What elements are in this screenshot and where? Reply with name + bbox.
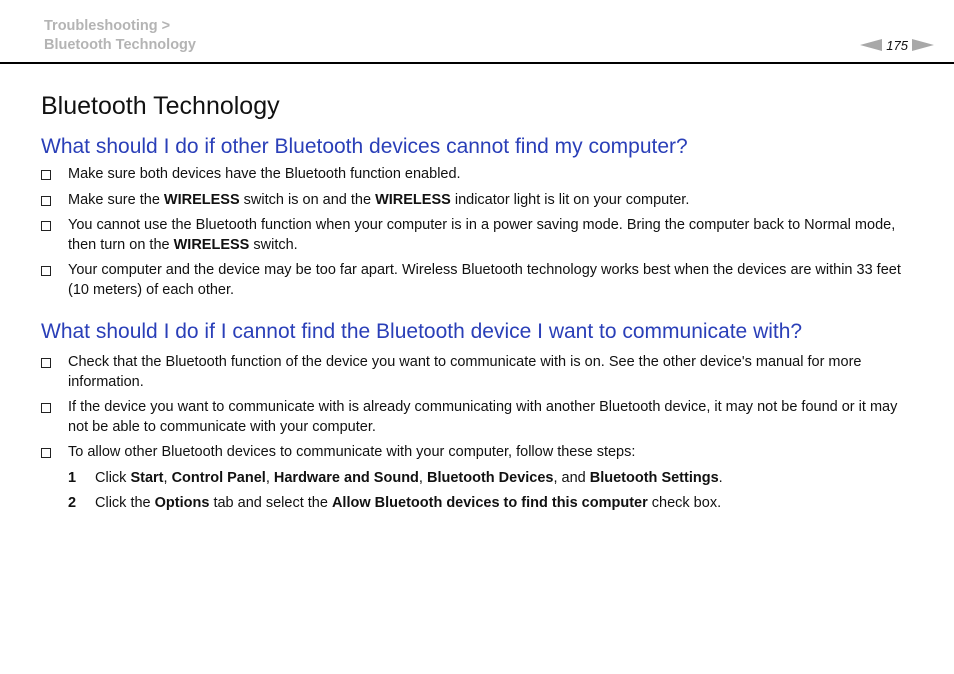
list-item: You cannot use the Bluetooth function when your computer is in a power saving mode. Bring the computer back to Normal mode, then turn on the WIRELESS switch. (0, 216, 912, 255)
bullet-list-section1 (0, 165, 954, 300)
next-page-arrow-icon[interactable] (912, 39, 934, 51)
page-number: 175 (886, 37, 908, 53)
section-heading-other-devices: What should I do if other Bluetooth devices cannot find my computer? (41, 135, 688, 158)
list-item: If the device you want to communicate with is already communicating with another Bluetooth device, it may not be found or it may not be able to communicate with your computer. (0, 398, 912, 437)
list-item: Check that the Bluetooth function of the device you want to communicate with is on. See the other device's manual for more information. (0, 353, 912, 392)
list-item: Make sure both devices have the Bluetooth function enabled. (0, 165, 912, 185)
list-item: To allow other Bluetooth devices to communicate with your computer, follow these steps: (0, 443, 912, 463)
previous-page-arrow-icon[interactable] (860, 39, 882, 51)
section-heading-find-device: What should I do if I cannot find the Bluetooth device I want to communicate with? (41, 320, 803, 343)
list-item: Make sure the WIRELESS switch is on and the WIRELESS indicator light is lit on your computer. (0, 191, 912, 211)
checkbox-bullet-icon (41, 170, 51, 180)
checkbox-bullet-icon (41, 403, 51, 413)
breadcrumb-parent[interactable]: Troubleshooting > (44, 18, 171, 34)
checkbox-bullet-icon (41, 221, 51, 231)
checkbox-bullet-icon (41, 196, 51, 206)
list-item: Your computer and the device may be too far apart. Wireless Bluetooth technology works best when the devices are within 33 feet (10 meters) of each other. (0, 261, 912, 300)
header-divider (0, 62, 954, 64)
bullet-list-section2 (0, 353, 954, 514)
checkbox-bullet-icon (41, 358, 51, 368)
page-navigation (860, 37, 934, 53)
breadcrumb (44, 17, 196, 55)
step-number: 2 (68, 495, 77, 511)
checkbox-bullet-icon (41, 448, 51, 458)
step-number: 1 (68, 469, 77, 486)
breadcrumb-current[interactable]: Bluetooth Technology (44, 37, 196, 53)
checkbox-bullet-icon (41, 266, 51, 276)
step-item-2: 2 Click the Options tab and select the Allow Bluetooth devices to find this computer check box. (0, 494, 915, 514)
step-item-1: 1 Click Start, Control Panel, Hardware and Sound, Bluetooth Devices, and Bluetooth Settings. (0, 469, 915, 489)
page-title: Bluetooth Technology (41, 92, 280, 120)
